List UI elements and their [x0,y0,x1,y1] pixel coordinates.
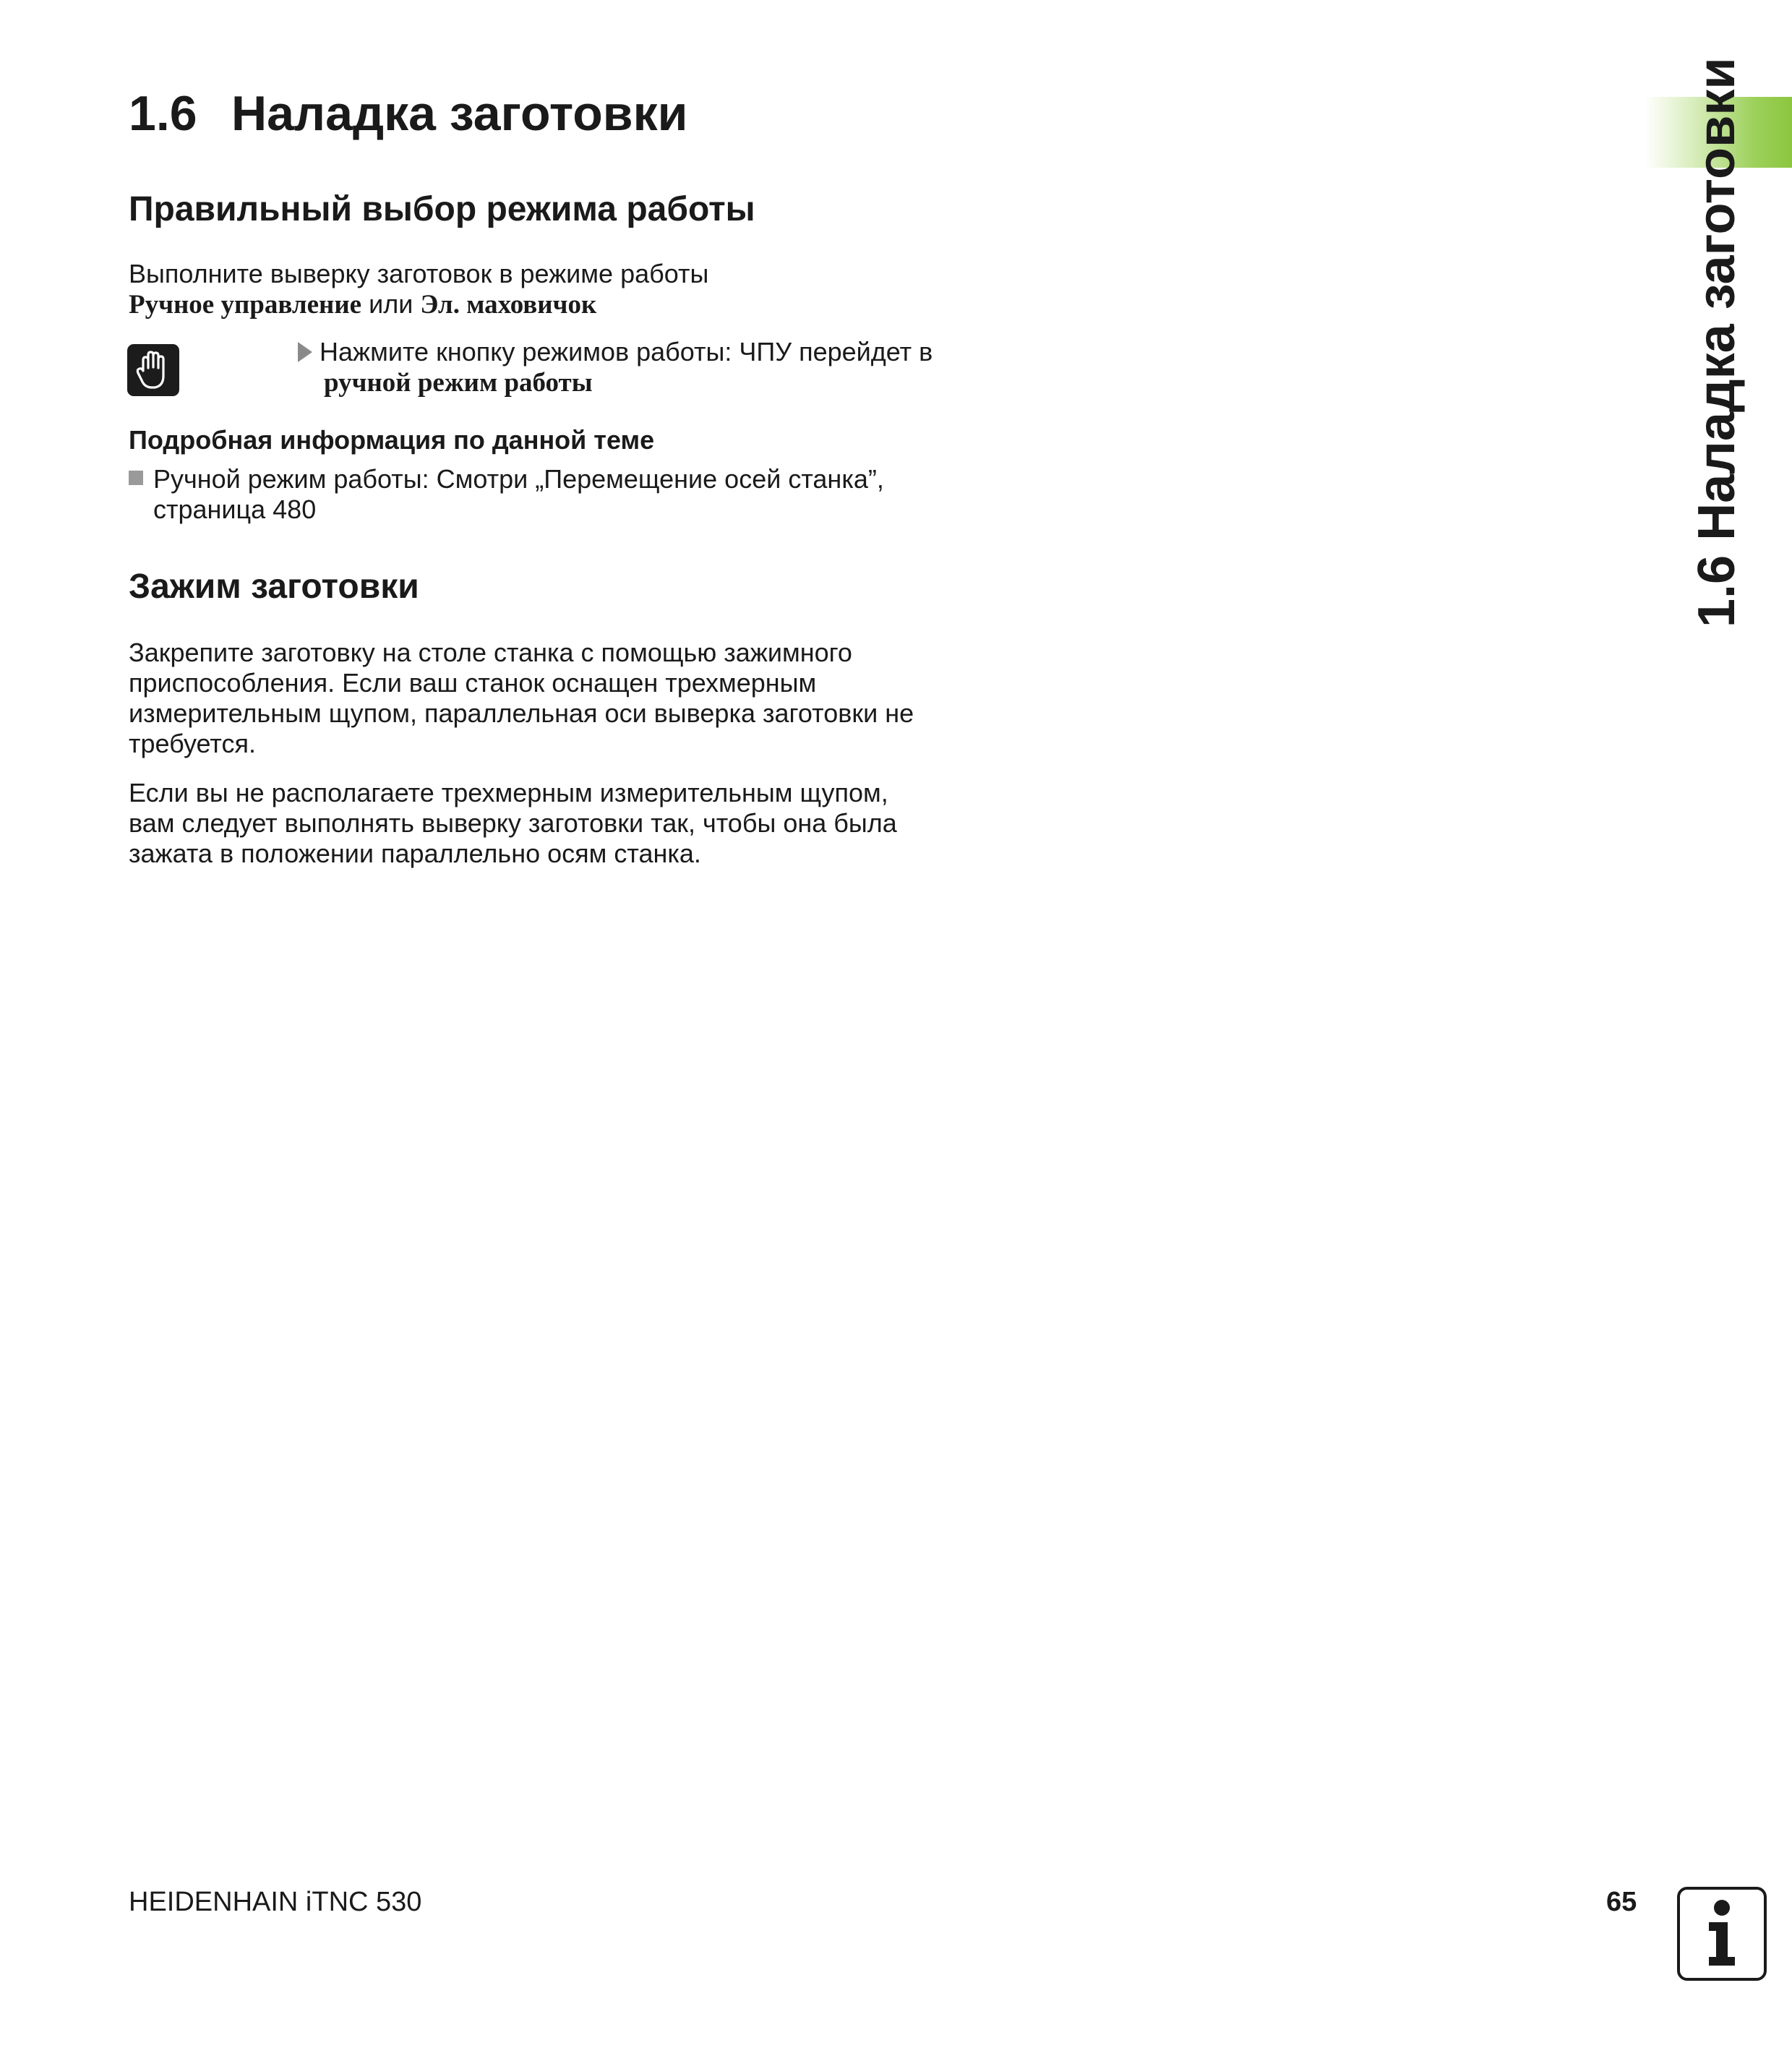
clamping-paragraph-2 [129,778,982,869]
hand-icon [133,348,173,392]
intro-paragraph [129,259,982,320]
more-info-page-link[interactable]: страница 480 [153,494,317,524]
list-item [129,464,884,525]
step-mode-name: ручной режим работы [324,368,593,398]
footer-product: HEIDENHAIN iTNC 530 [129,1887,422,1917]
info-icon[interactable] [1677,1887,1767,1981]
more-info-heading: Подробная информация по данной теме [129,425,655,455]
paragraph-line: измерительным щупом, параллельная оси выверка заготовки не [129,698,914,728]
page-number: 65 [1606,1887,1637,1917]
paragraph-line: Если вы не располагаете трехмерным измерительным щупом, [129,778,888,807]
hand-key-icon[interactable] [127,344,179,396]
bullet-square-icon [129,471,143,485]
intro-line: Выполните выверку заготовок в режиме работы [129,259,709,288]
section-title-text: Наладка заготовки [231,86,688,141]
heading-mode-selection: Правильный выбор режима работы [129,190,755,228]
paragraph-line: вам следует выполнять выверку заготовки так, чтобы она была [129,808,897,838]
paragraph-line: требуется. [129,729,256,758]
paragraph-line: зажата в положении параллельно осям станка. [129,839,701,868]
step-instruction [298,337,933,398]
section-number: 1.6 [129,86,197,141]
mode-name-manual: Ручное управление [129,290,362,320]
paragraph-line: Закрепите заготовку на столе станка с помощью зажимного [129,638,852,667]
section-title [129,85,687,142]
mode-name-handwheel: Эл. маховичок [420,290,597,320]
more-info-line1: Ручной режим работы: Смотри „Перемещение осей станка”, [153,464,884,494]
step-text: Нажмите кнопку режимов работы: ЧПУ перейдет в [320,337,933,367]
paragraph-line: приспособления. Если ваш станок оснащен трехмерным [129,668,817,698]
step-arrow-icon [298,342,312,362]
clamping-paragraph-1 [129,638,982,759]
heading-clamping: Зажим заготовки [129,567,419,606]
intro-or: или [361,289,421,319]
side-tab-title: 1.6 Наладка заготовки [1688,57,1746,627]
info-i-glyph [1700,1898,1744,1970]
